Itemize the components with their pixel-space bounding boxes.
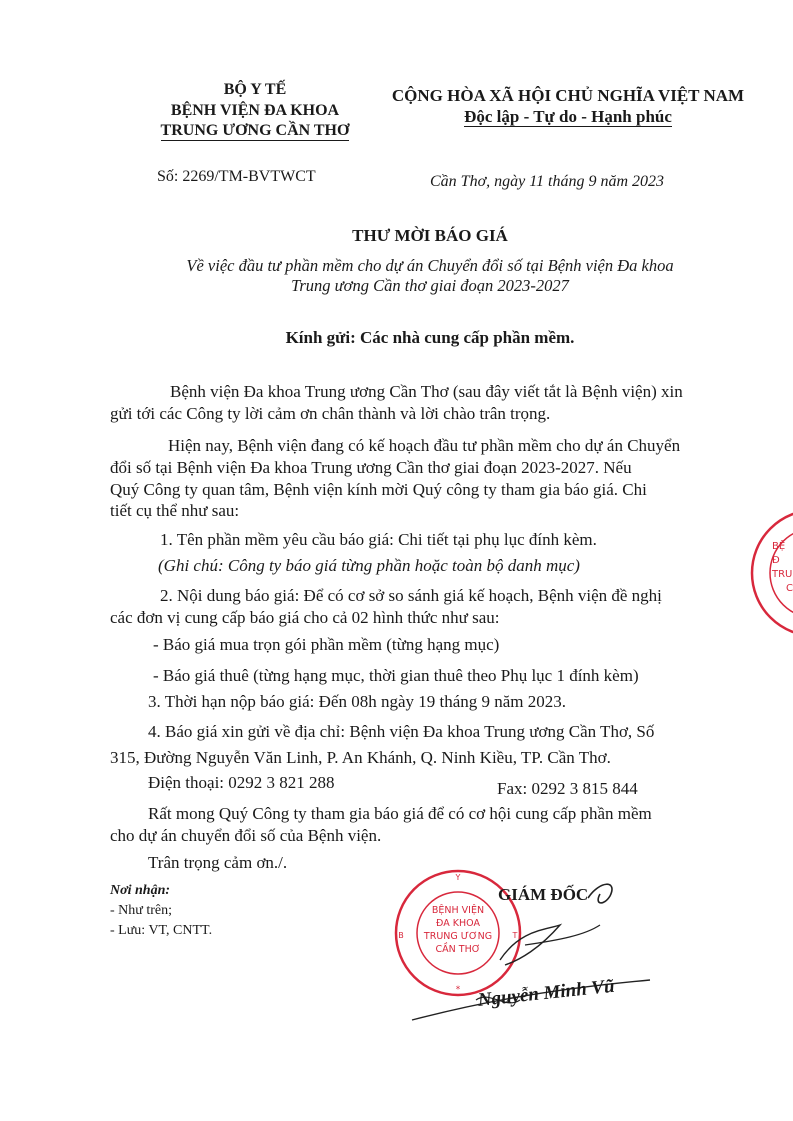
org-name-hospital: BỆNH VIỆN ĐA KHOA xyxy=(170,102,340,119)
stamp-text-2: ĐA KHOA xyxy=(436,918,480,929)
stamp-text-3: TRUNG ƯƠNG xyxy=(423,931,493,942)
svg-text:T: T xyxy=(512,931,518,940)
stamp-text-4: CẦN THƠ xyxy=(435,944,481,955)
thanks: Trân trọng cảm ơn./. xyxy=(148,853,288,872)
letter-subject-line2: Trung ương Cần thơ giai đoạn 2023-2027 xyxy=(291,276,569,295)
item-4-line-1: 4. Báo giá xin gửi về địa chỉ: Bệnh viện Đa khoa Trung ương Cần Thơ, Số xyxy=(148,722,655,741)
phone-number: Điện thoại: 0292 3 821 288 xyxy=(148,773,335,792)
item-2-line-2: các đơn vị cung cấp báo giá cho cả 02 hình thức như sau: xyxy=(110,608,500,627)
bullet-1: - Báo giá mua trọn gói phần mềm (từng hạng mục) xyxy=(153,635,500,654)
closing-line-2: cho dự án chuyển đổi số của Bệnh viện. xyxy=(110,826,382,845)
org-name-hospital-line2-wrap xyxy=(130,121,380,141)
org-name-ministry: BỘ Y TẾ xyxy=(223,81,287,98)
item-2-line-1: 2. Nội dung báo giá: Để có cơ sở so sánh giá kế hoạch, Bệnh viện đề nghị xyxy=(160,586,662,605)
document-number: Số: 2269/TM-BVTWCT xyxy=(157,168,316,185)
partial-edge-stamp xyxy=(745,508,793,638)
svg-text:*: * xyxy=(455,985,461,995)
svg-text:B: B xyxy=(398,931,404,940)
paragraph-1-line-1: Bệnh viện Đa khoa Trung ương Cần Thơ (sau đây viết tắt là Bệnh viện) xin xyxy=(170,382,683,401)
letter-title: THƯ MỜI BÁO GIÁ xyxy=(352,226,508,245)
paragraph-2-line-3: Quý Công ty quan tâm, Bệnh viện kính mời Quý công ty tham gia báo giá. Chi xyxy=(110,480,647,499)
svg-text:Y: Y xyxy=(455,873,461,882)
paragraph-2-line-2: đổi số tại Bệnh viện Đa khoa Trung ương Cần thơ giai đoạn 2023-2027. Nếu xyxy=(110,458,632,477)
signatory-name: Nguyễn Minh Vũ xyxy=(476,975,616,1011)
paragraph-2-line-4: tiết cụ thể như sau: xyxy=(110,501,240,520)
edge-stamp-text-2: Đ xyxy=(772,555,780,566)
item-1: 1. Tên phần mềm yêu cầu báo giá: Chi tiết tại phụ lục đính kèm. xyxy=(160,530,597,549)
fax-number: Fax: 0292 3 815 844 xyxy=(497,779,638,798)
item-4-line-2: 315, Đường Nguyễn Văn Linh, P. An Khánh, Q. Ninh Kiều, TP. Cần Thơ. xyxy=(110,748,611,767)
letter-subject-line1: Về việc đầu tư phần mềm cho dự án Chuyển đổi số tại Bệnh viện Đa khoa xyxy=(186,256,674,275)
paragraph-1-line-2: gửi tới các Công ty lời cảm ơn chân thành và lời chào trân trọng. xyxy=(110,404,551,423)
recipient-1: - Như trên; xyxy=(110,903,173,918)
national-motto: Độc lập - Tự do - Hạnh phúc xyxy=(464,107,672,126)
signatory-title: GIÁM ĐỐC xyxy=(498,885,589,904)
item-3: 3. Thời hạn nộp báo giá: Đến 08h ngày 19 tháng 9 năm 2023. xyxy=(148,692,567,711)
national-motto-wrap xyxy=(368,107,768,127)
salutation: Kính gửi: Các nhà cung cấp phần mềm. xyxy=(285,328,575,347)
recipient-2: - Lưu: VT, CNTT. xyxy=(110,923,213,938)
edge-stamp-text-3: TRU xyxy=(772,569,793,580)
closing-line-1: Rất mong Quý Công ty tham gia báo giá để có cơ hội cung cấp phần mềm xyxy=(148,804,652,823)
edge-stamp-text-4: C xyxy=(786,583,793,594)
paragraph-2-line-1: Hiện nay, Bệnh viện đang có kế hoạch đầu tư phần mềm cho dự án Chuyển xyxy=(168,436,681,455)
bullet-2: - Báo giá thuê (từng hạng mục, thời gian thuê theo Phụ lục 1 đính kèm) xyxy=(153,666,639,685)
item-1-note: (Ghi chú: Công ty báo giá từng phần hoặc toàn bộ danh mục) xyxy=(158,556,580,575)
recipients-label: Nơi nhận: xyxy=(110,883,171,898)
edge-stamp-text-1: BỆ xyxy=(772,541,786,552)
national-title: CỘNG HÒA XÃ HỘI CHỦ NGHĨA VIỆT NAM xyxy=(391,86,745,105)
stamp-text-1: BỆNH VIỆN xyxy=(431,905,485,916)
place-date: Cần Thơ, ngày 11 tháng 9 năm 2023 xyxy=(430,173,665,190)
org-name-hospital-line2: TRUNG ƯƠNG CẦN THƠ xyxy=(160,122,350,139)
